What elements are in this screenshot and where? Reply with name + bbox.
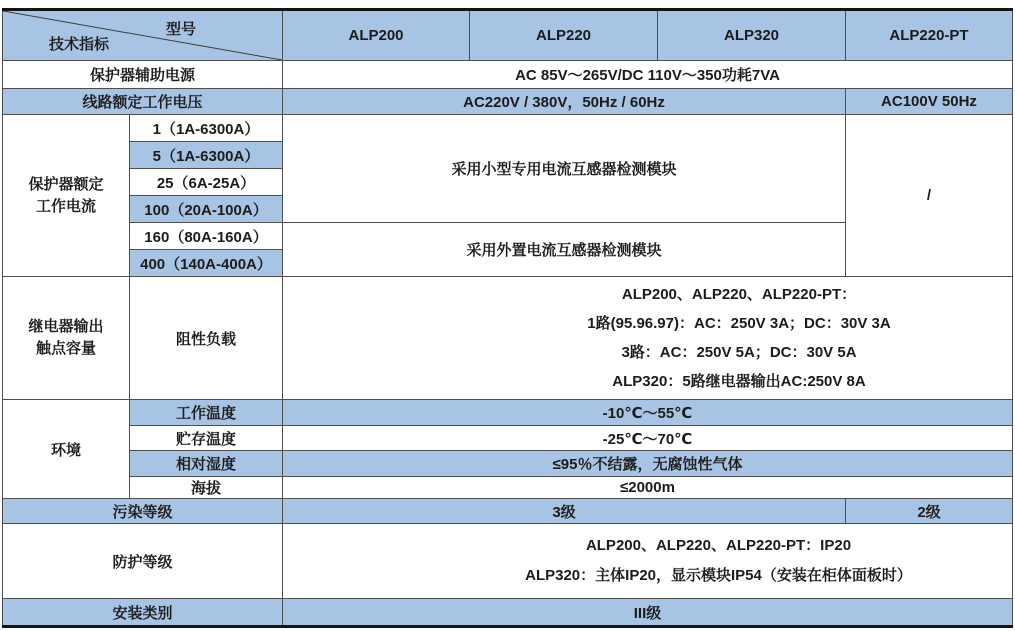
line-voltage-pt-value: AC100V 50Hz xyxy=(846,89,1013,115)
installation-value: III级 xyxy=(283,599,1013,627)
relay-output-line: ALP320：5路继电器输出AC:250V 8A xyxy=(612,373,866,390)
line-voltage-label: 线路额定工作电压 xyxy=(3,89,283,115)
rated-current-label xyxy=(3,115,130,277)
protection-line: ALP320：主体IP20，显示模块IP54（安装在柜体面板时） xyxy=(525,567,912,584)
current-subrow: 100（20A-100A） xyxy=(130,196,283,223)
aux-power-label: 保护器辅助电源 xyxy=(3,61,283,89)
protection-label: 防护等级 xyxy=(3,524,283,599)
rated-current-pt-value: / xyxy=(846,115,1013,277)
relay-output-sublabel: 阻性负载 xyxy=(130,277,283,400)
current-subrow: 5（1A-6300A） xyxy=(130,142,283,169)
line-voltage-main-value: AC220V / 380V，50Hz / 60Hz xyxy=(283,89,846,115)
pollution-main-value: 3级 xyxy=(283,499,846,524)
rated-current-label-line1: 保护器额定 xyxy=(28,175,104,193)
rated-current-label-line2: 工作电流 xyxy=(35,197,96,215)
relay-output-line: 1路(95.96.97)：AC：250V 3A；DC：30V 3A xyxy=(587,315,891,332)
relay-output-label-line2: 触点容量 xyxy=(35,340,96,357)
protection-line: ALP200、ALP220、ALP220-PT：IP20 xyxy=(585,537,852,554)
env-row-value: -10℃～55℃ xyxy=(283,400,1013,426)
current-subrow: 25（6A-25A） xyxy=(130,169,283,196)
env-row-name: 海拔 xyxy=(130,477,283,499)
col-header-alp220pt: ALP220-PT xyxy=(846,10,1013,61)
aux-power-value: AC 85V～265V/DC 110V～350功耗7VA xyxy=(283,61,1013,89)
current-subrow: 160（80A-160A） xyxy=(130,223,283,250)
env-row-value: ≤2000m xyxy=(283,477,1013,499)
diagonal-divider-line xyxy=(3,11,282,60)
pollution-pt-value: 2级 xyxy=(846,499,1013,524)
relay-output-line: 3路：AC：250V 5A；DC：30V 5A xyxy=(621,344,857,361)
col-header-alp320: ALP320 xyxy=(658,10,846,61)
detection-external-value: 采用外置电流互感器检测模块 xyxy=(283,223,846,277)
col-header-alp220: ALP220 xyxy=(470,10,658,61)
corner-model-label: 型号 xyxy=(166,21,197,38)
col-header-alp200: ALP200 xyxy=(283,10,470,61)
env-row-value: -25℃～70℃ xyxy=(283,426,1013,451)
env-row-name: 贮存温度 xyxy=(130,426,283,451)
env-row-value: ≤95％不结露，无腐蚀性气体 xyxy=(283,451,1013,477)
env-row-name: 工作温度 xyxy=(130,400,283,426)
environment-label: 环境 xyxy=(3,400,130,499)
relay-output-line: ALP200、ALP220、ALP220-PT： xyxy=(621,286,857,303)
relay-output-value xyxy=(283,277,1013,400)
installation-label: 安装类别 xyxy=(3,599,283,627)
pollution-label: 污染等级 xyxy=(3,499,283,524)
corner-spec-label: 技术指标 xyxy=(49,36,110,53)
current-subrow: 1（1A-6300A） xyxy=(130,115,283,142)
relay-output-label xyxy=(3,277,130,400)
detection-small-value: 采用小型专用电流互感器检测模块 xyxy=(283,115,846,223)
env-row-name: 相对湿度 xyxy=(130,451,283,477)
current-subrow: 400（140A-400A） xyxy=(130,250,283,277)
relay-output-label-line1: 继电器输出 xyxy=(28,318,104,335)
protection-value xyxy=(283,524,1013,599)
spec-table xyxy=(2,8,1013,628)
corner-cell xyxy=(3,10,283,61)
